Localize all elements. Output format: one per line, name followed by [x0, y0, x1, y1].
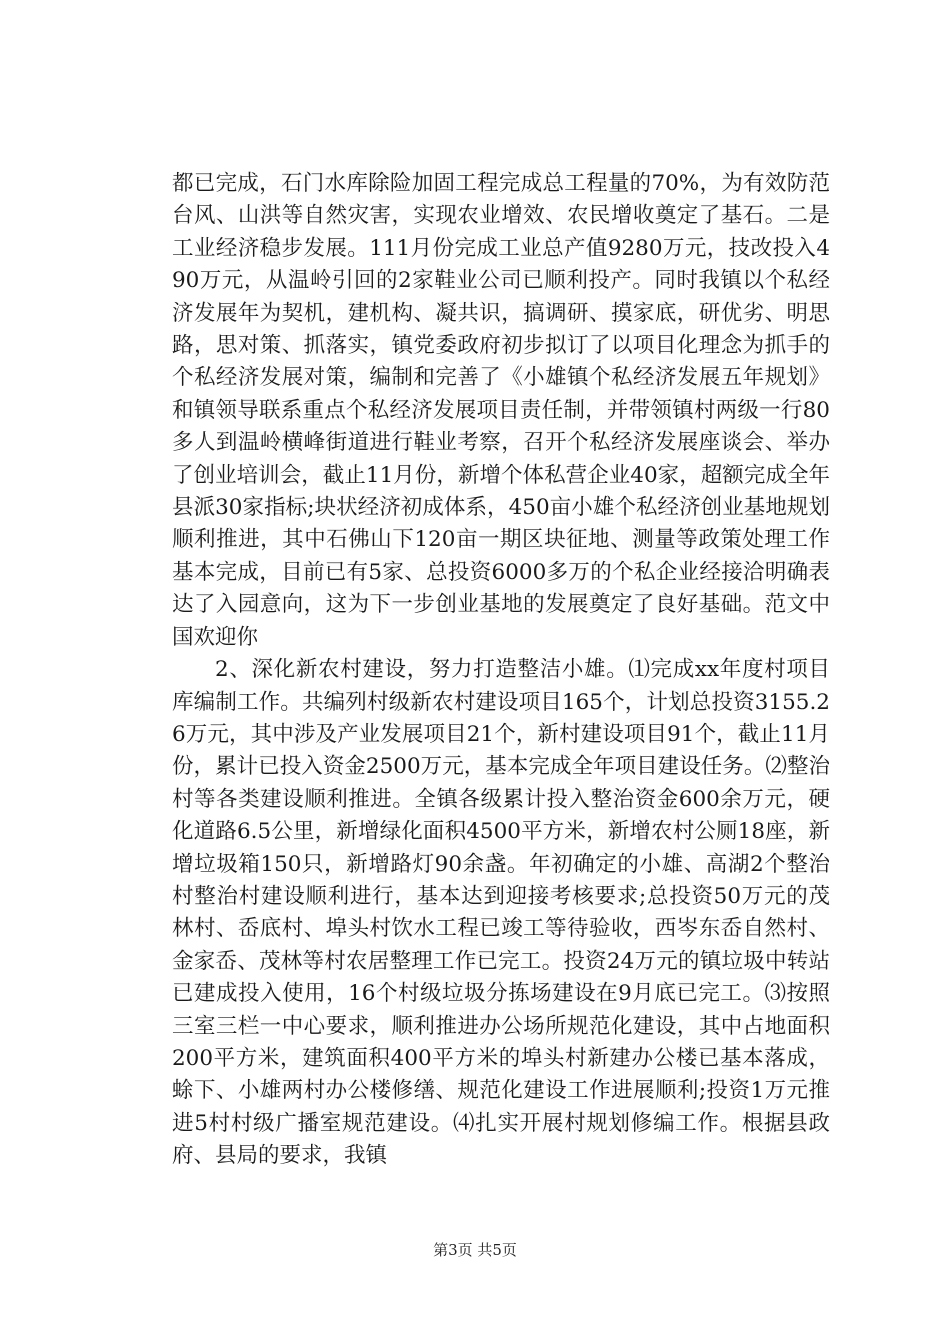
paragraph-2: 2、深化新农村建设，努力打造整洁小雄。⑴完成xx年度村项目库编制工作。共编列村级新农村建设项目165个，计划总投资3155.26万元，其中涉及产业发展项目21个，新村建设项目91个，截止11月份，累计已投入资金2500万元，基本完成全年项目建设任务。⑵整治村等各类建设顺利推进。全镇各级累计投入整治资金600余万元，硬化道路6.5公里，新增绿化面积4500平方米，新增农村公厕18座，新增垃圾箱150只，新增路灯90余盏。年初确定的小雄、高湖2个整治村整治村建设顺利进行，基本达到迎接考核要求;总投资50万元的茂林村、岙底村、埠头村饮水工程已竣工等待验收，西岑东岙自然村、金家岙、茂林等村农居整理工作已完工。投资24万元的镇垃圾中转站已建成投入使用，16个村级垃圾分拣场建设在9月底已完工。⑶按照三室三栏一中心要求，顺利推进办公场所规范化建设，其中占地面积200平方米，建筑面积400平方米的埠头村新建办公楼已基本落成，蜍下、小雄两村办公楼修缮、规范化建设工作进展顺利;投资1万元推进5村村级广播室规范建设。⑷扎实开展村规划修编工作。根据县政府、县局的要求，我镇 [172, 657, 830, 1169]
paragraph-1: 都已完成，石门水库除险加固工程完成总工程量的70%，为有效防范台风、山洪等自然灾害，实现农业增效、农民增收奠定了基石。二是工业经济稳步发展。111月份完成工业总产值9280万元，技改投入490万元，从温岭引回的2家鞋业公司已顺利投产。同时我镇以个私经济发展年为契机，建机构、凝共识，搞调研、摸家底，研优劣、明思路，思对策、抓落实，镇党委政府初步拟订了以项目化理念为抓手的个私经济发展对策，编制和完善了《小雄镇个私经济发展五年规划》和镇领导联系重点个私经济发展项目责任制，并带领镇村两级一行80多人到温岭横峰街道进行鞋业考察，召开个私经济发展座谈会、举办了创业培训会，截止11月份，新增个体私营企业40家，超额完成全年县派30家指标;块状经济初成体系，450亩小雄个私经济创业基地规划顺利推进，其中石佛山下120亩一期区块征地、测量等政策处理工作基本完成，目前已有5家、总投资6000多万的个私企业经接洽明确表达了入园意向，这为下一步创业基地的发展奠定了良好基础。范文中国欢迎你 [172, 171, 830, 650]
page-footer: 第3页 共5页 [433, 1241, 517, 1259]
body-text [172, 168, 830, 1173]
